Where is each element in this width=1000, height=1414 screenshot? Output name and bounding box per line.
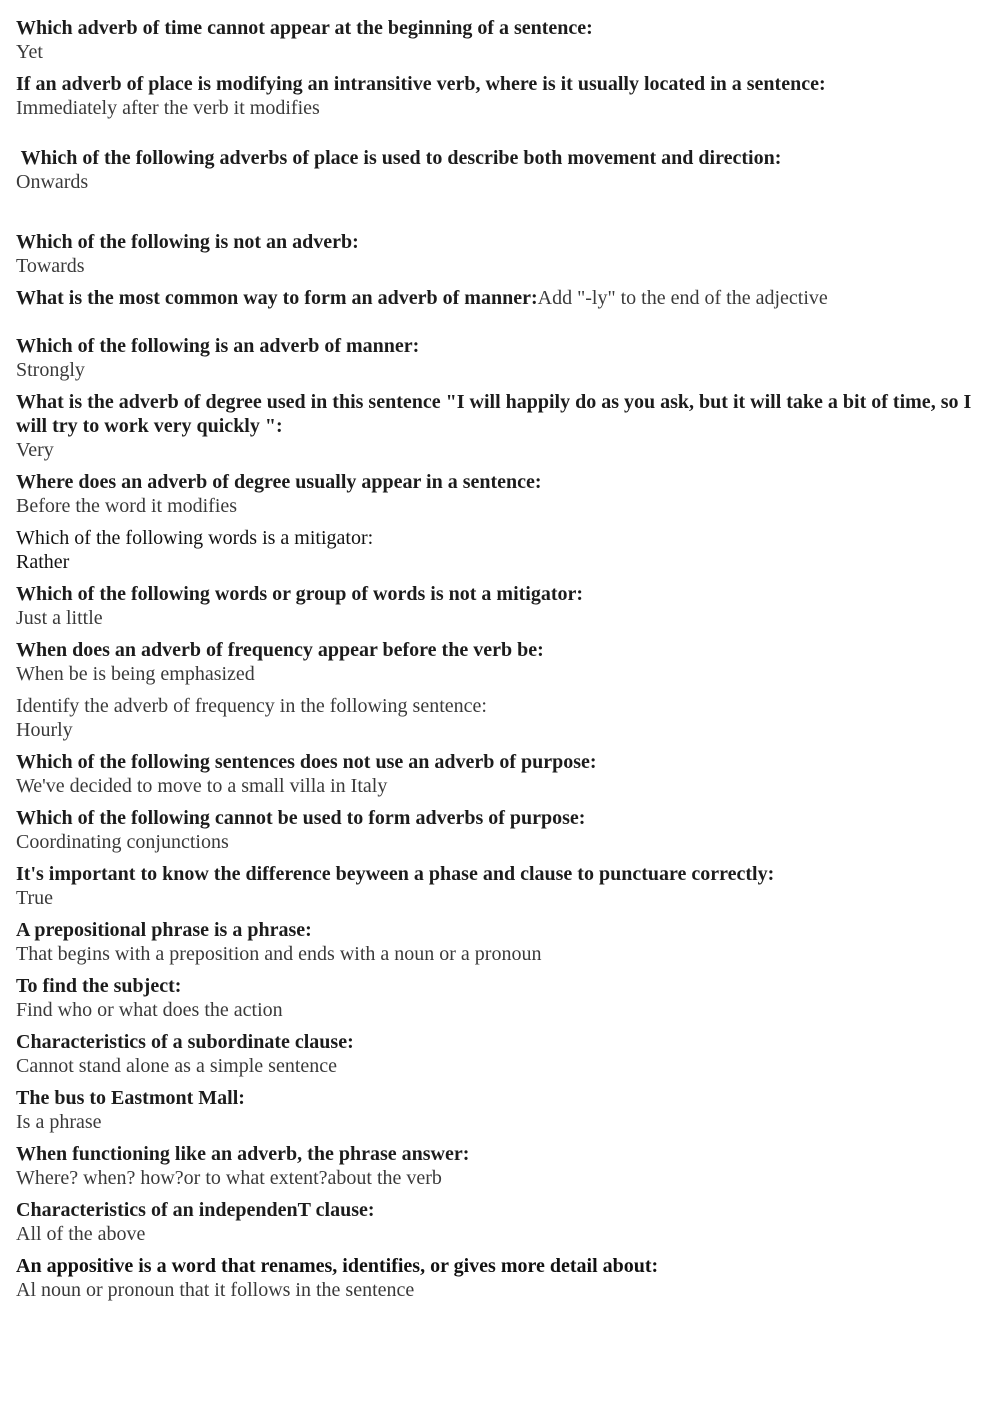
qa-item [16,750,976,798]
answer-text: Just a little [16,607,103,629]
qa-item [16,638,976,686]
qa-item [16,1086,976,1134]
qa-item [16,694,976,742]
answer-text: All of the above [16,1223,146,1245]
question-text: A prepositional phrase is a phrase: [16,919,312,941]
answer-text: Very [16,439,54,461]
question-text: Characteristics of a subordinate clause: [16,1031,354,1053]
answer-text: Onwards [16,171,89,193]
answer-text: Is a phrase [16,1111,102,1133]
question-text: Which of the following words or group of words is not a mitigator: [16,583,584,605]
question-text: To find the subject: [16,975,182,997]
qa-item [16,230,976,278]
answer-text: We've decided to move to a small villa in Italy [16,775,388,797]
question-text: Which of the following sentences does not use an adverb of purpose: [16,751,597,773]
answer-text: Strongly [16,359,85,381]
answer-text: Hourly [16,719,73,741]
question-text: Which adverb of time cannot appear at the beginning of a sentence: [16,17,593,39]
answer-text: Where? when? how?or to what extent?about the verb [16,1167,442,1189]
answer-text: When be is being emphasized [16,663,255,685]
question-text: When does an adverb of frequency appear before the verb be: [16,639,544,661]
question-text: When functioning like an adverb, the phrase answer: [16,1143,470,1165]
qa-item [16,1198,976,1246]
qa-item [16,72,976,120]
question-text: What is the adverb of degree used in this sentence "I will happily do as you ask, but it will take a bit of time, so I will try to work very quickly ": [16,391,972,437]
qa-item [16,16,976,64]
answer-text: Before the word it modifies [16,495,238,517]
qa-item [16,1254,976,1302]
answer-text: Cannot stand alone as a simple sentence [16,1055,338,1077]
answer-text: Immediately after the verb it modifies [16,97,320,119]
question-text: If an adverb of place is modifying an intransitive verb, where is it usually located in a sentence: [16,73,826,95]
question-text: Where does an adverb of degree usually appear in a sentence: [16,471,542,493]
qa-item [16,146,976,194]
answer-text: Yet [16,41,43,63]
document-page [16,16,976,1313]
answer-text: Add "-ly" to the end of the adjective [537,287,828,309]
answer-text: True [16,887,54,909]
question-text: An appositive is a word that renames, identifies, or gives more detail about: [16,1255,659,1277]
qa-item [16,526,976,574]
question-text: What is the most common way to form an adverb of manner: [16,287,538,309]
qa-item [16,1142,976,1190]
qa-item [16,334,976,382]
qa-item [16,918,976,966]
question-text: Characteristics of an independenT clause: [16,1199,375,1221]
question-text: Identify the adverb of frequency in the following sentence: [16,695,487,717]
qa-item [16,390,976,462]
question-text: Which of the following adverbs of place is used to describe both movement and direction: [16,147,782,169]
qa-item [16,862,976,910]
qa-item [16,1030,976,1078]
question-text: Which of the following words is a mitigator: [16,527,374,549]
answer-text: Al noun or pronoun that it follows in the sentence [16,1279,415,1301]
answer-text: Towards [16,255,85,277]
question-text: The bus to Eastmont Mall: [16,1087,245,1109]
qa-item [16,286,976,310]
qa-item [16,470,976,518]
question-text: Which of the following is not an adverb: [16,231,359,253]
qa-item [16,974,976,1022]
qa-item [16,582,976,630]
answer-text: Coordinating conjunctions [16,831,229,853]
qa-item [16,806,976,854]
question-text: It's important to know the difference beyween a phase and clause to punctuare correctly: [16,863,775,885]
answer-text: Rather [16,551,70,573]
question-text: Which of the following cannot be used to form adverbs of purpose: [16,807,586,829]
answer-text: That begins with a preposition and ends with a noun or a pronoun [16,943,542,965]
question-text: Which of the following is an adverb of manner: [16,335,420,357]
answer-text: Find who or what does the action [16,999,283,1021]
